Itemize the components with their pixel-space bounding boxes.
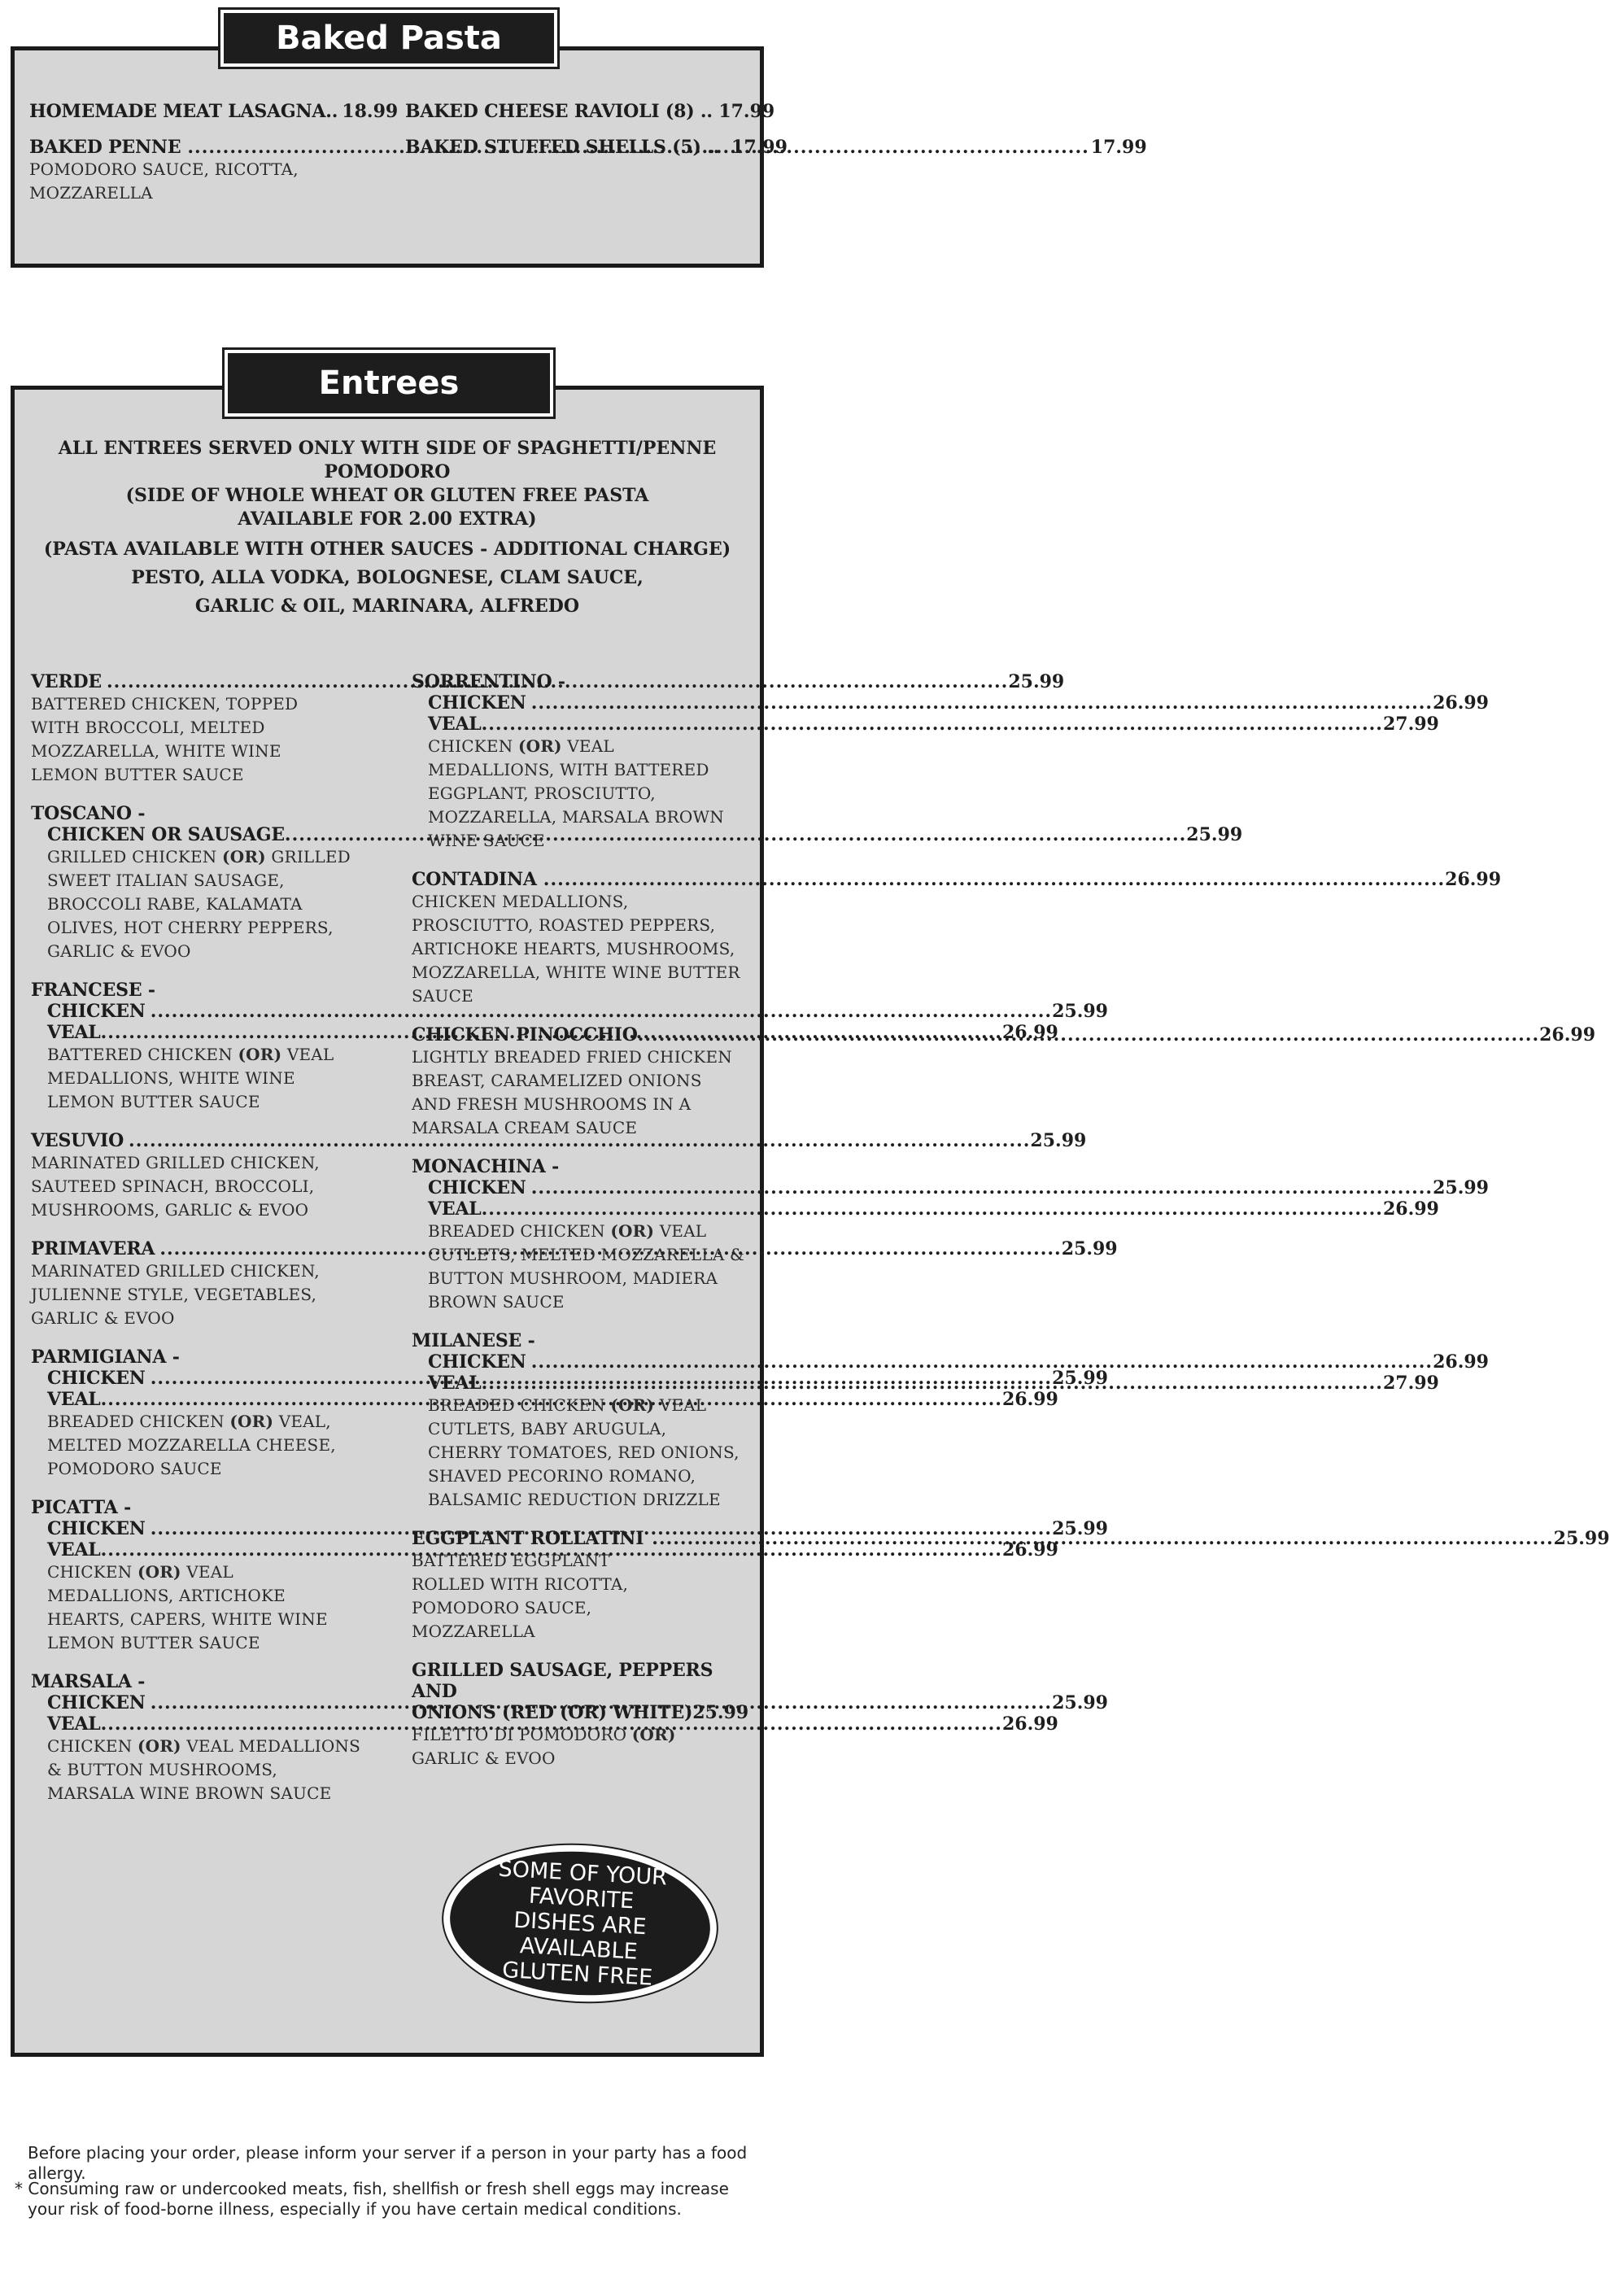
menu-item-picatta: PICATTA - CHICKEN ..... 25.99 VEAL ..... 26.99 CHICKEN (OR) VEAL MEDALLIONS, ARTICHOKE HEARTS, CAPERS, WHITE WINE LEMON BUTTER SAUCE <box>31 1497 374 1655</box>
menu-item-milanese: MILANESE - CHICKEN ..... 26.99 VEAL ..... 27.99 BREADED CHICKEN (OR) VEAL CUTLETS, BABY ARUGULA, CHERRY TOMATOES, RED ONIONS, SHAVED PECORINO ROMANO, BALSAMIC REDUCTION DRIZZLE <box>412 1330 745 1512</box>
menu-item-marsala: MARSALA - CHICKEN ..... 25.99 VEAL ..... 26.99 CHICKEN (OR) VEAL MEDALLIONS & BUTTON MUSHROOMS, MARSALA WINE BROWN SAUCE <box>31 1671 374 1805</box>
menu-item-parmigiana: PARMIGIANA - CHICKEN ..... 25.99 VEAL ..... 26.99 BREADED CHICKEN (OR) VEAL, MELTED MOZZARELLA CHEESE, POMODORO SAUCE <box>31 1347 374 1481</box>
item-price: 17.99 <box>718 101 775 122</box>
menu-item-primavera: PRIMAVERA ..... 25.99 MARINATED GRILLED CHICKEN, JULIENNE STYLE, VEGETABLES, GARLIC & EVOO <box>31 1238 374 1330</box>
baked-pasta-title: Baked Pasta <box>224 13 554 63</box>
item-description: POMODORO SAUCE, RICOTTA, MOZZARELLA <box>29 159 299 203</box>
pasta-right-column <box>405 101 788 174</box>
item-price: 18.99 <box>342 101 399 122</box>
baked-pasta-panel <box>11 46 1147 268</box>
menu-item-francese: FRANCESE - CHICKEN ..... 25.99 VEAL ..... 26.99 BATTERED CHICKEN (OR) VEAL MEDALLIONS, WHITE WINE LEMON BUTTER SAUCE <box>31 980 374 1114</box>
allergy-notice: Before placing your order, please inform your server if a person in your party has a food allergy. <box>28 2143 748 2183</box>
item-price: 17.99 <box>1090 137 1147 158</box>
item-name: BAKED PENNE <box>29 137 181 158</box>
gluten-free-text: SOME OF YOUR FAVORITE DISHES ARE AVAILABLE GLUTEN FREE <box>497 1856 668 1991</box>
entrees-title: Entrees <box>228 353 550 413</box>
menu-item-meat-lasagna: HOMEMADE MEAT LASAGNA .. 18.99 <box>29 101 399 122</box>
menu-item-monachina: MONACHINA - CHICKEN ..... 25.99 VEAL ..... 26.99 BREADED CHICKEN (OR) VEAL CUTLETS, MELTED MOZZARELLA & BUTTON MUSHROOM, MADIERA BROWN SAUCE <box>412 1156 745 1314</box>
item-price: 17.99 <box>731 137 788 158</box>
entrees-panel <box>11 386 1610 2057</box>
item-name: BAKED CHEESE RAVIOLI (8) <box>405 101 695 122</box>
menu-item-cheese-ravioli: BAKED CHEESE RAVIOLI (8) .. 17.99 <box>405 101 775 122</box>
entrees-notice: ALL ENTREES SERVED ONLY WITH SIDE OF SPAGHETTI/PENNE POMODORO (SIDE OF WHOLE WHEAT OR GLUTEN FREE PASTA AVAILABLE FOR 2.00 EXTRA) (PASTA AVAILABLE WITH OTHER SAUCES - ADDITIONAL CHARGE) PESTO, ALLA VODKA, BOLOGNESE, CLAM SAUCE, GARLIC & OIL, MARINARA, ALFREDO <box>43 438 731 617</box>
menu-item-eggplant-rollatini: EGGPLANT ROLLATINI ..... 25.99 BATTERED EGGPLANT ROLLED WITH RICOTTA, POMODORO SAUCE, MOZZARELLA <box>412 1528 745 1643</box>
menu-item-grilled-sausage: GRILLED SAUSAGE, PEPPERS AND ONIONS (RED (OR) WHITE) 25.99 FILETTO DI POMODORO (OR) GARLIC & EVOO <box>412 1660 749 1768</box>
food-safety-warning: * Consuming raw or undercooked meats, fish, shellfish or fresh shell eggs may increase your risk of food-borne illness, especially if you have certain medical conditions. <box>15 2179 729 2219</box>
menu-item-verde: VERDE ..... 25.99 BATTERED CHICKEN, TOPPED WITH BROCCOLI, MELTED MOZZARELLA, WHITE WINE LEMON BUTTER SAUCE <box>31 671 374 787</box>
menu-item-chicken-pinocchio: CHICKEN PINOCCHIO ..... 26.99 LIGHTLY BREADED FRIED CHICKEN BREAST, CARAMELIZED ONIONS AND FRESH MUSHROOMS IN A MARSALA CREAM SAUCE <box>412 1024 745 1140</box>
menu-item-sorrentino: SORRENTINO - CHICKEN ..... 26.99 VEAL ..... 27.99 CHICKEN (OR) VEAL MEDALLIONS, WITH BATTERED EGGPLANT, PROSCIUTTO, MOZZARELLA, MARSALA BROWN WINE SAUCE <box>412 671 745 853</box>
menu-item-vesuvio: VESUVIO ..... 25.99 MARINATED GRILLED CHICKEN, SAUTEED SPINACH, BROCCOLI, MUSHROOMS, GARLIC & EVOO <box>31 1130 374 1222</box>
item-name: HOMEMADE MEAT LASAGNA <box>29 101 326 122</box>
item-name: BAKED STUFFED SHELLS (5) <box>405 137 701 158</box>
menu-item-stuffed-shells: BAKED STUFFED SHELLS (5) .. 17.99 <box>405 137 788 158</box>
menu-item-toscano: TOSCANO - CHICKEN OR SAUSAGE ..... 25.99 GRILLED CHICKEN (OR) GRILLED SWEET ITALIAN SAUSAGE, BROCCOLI RABE, KALAMATA OLIVES, HOT CHERRY PEPPERS, GARLIC & EVOO <box>31 803 374 963</box>
menu-item-contadina: CONTADINA ..... 26.99 CHICKEN MEDALLIONS, PROSCIUTTO, ROASTED PEPPERS, ARTICHOKE HEARTS, MUSHROOMS, MOZZARELLA, WHITE WINE BUTTER SAUCE <box>412 869 745 1008</box>
